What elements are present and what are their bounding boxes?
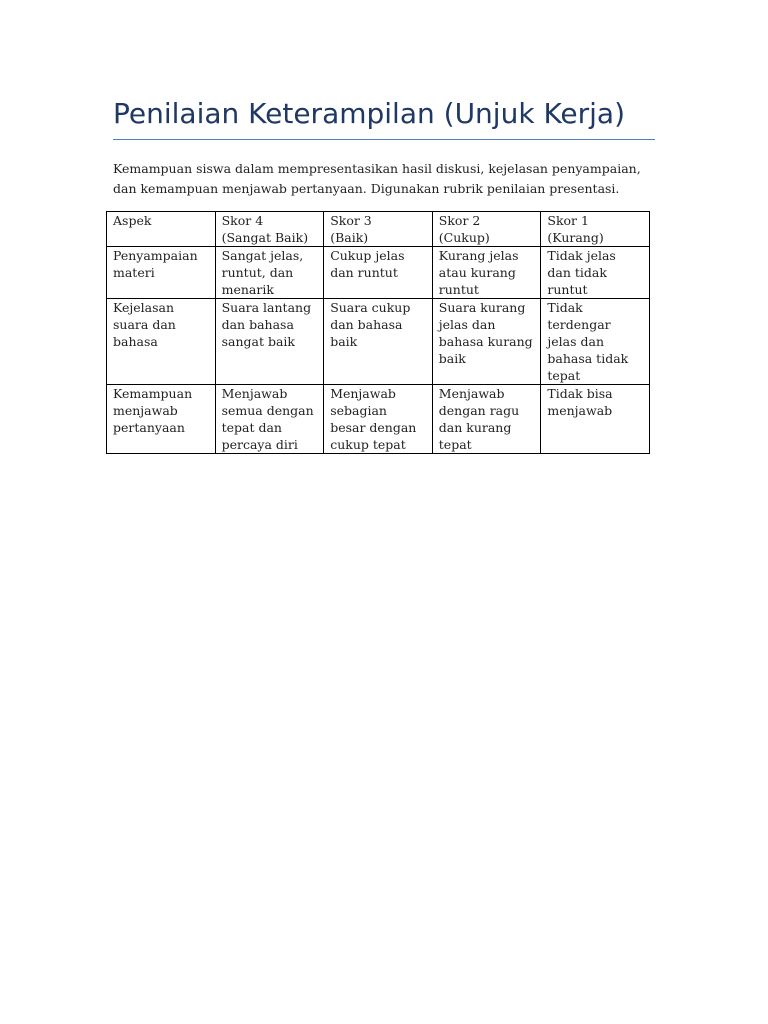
header-label: Skor 1 (547, 213, 589, 228)
header-skor-2 (432, 212, 541, 247)
title-underline (113, 139, 655, 140)
score-cell: Menjawab semua dengan tepat dan percaya diri (215, 385, 324, 454)
header-aspek (107, 212, 216, 247)
score-cell: Tidak terdengar jelas dan bahasa tidak tepat (541, 299, 650, 385)
aspect-cell: Penyampaian materi (107, 247, 216, 299)
header-sublabel: (Baik) (330, 230, 369, 245)
document-title: Penilaian Keterampilan (Unjuk Kerja) (113, 97, 626, 130)
header-sublabel: (Cukup) (438, 230, 490, 245)
table-row (107, 299, 650, 385)
table-row (107, 247, 650, 299)
score-cell: Menjawab dengan ragu dan kurang tepat (432, 385, 541, 454)
score-cell: Suara kurang jelas dan bahasa kurang baik (432, 299, 541, 385)
header-sublabel: (Kurang) (547, 230, 604, 245)
table-header-row (107, 212, 650, 247)
rubric-table (106, 211, 650, 454)
header-skor-1 (541, 212, 650, 247)
aspect-cell: Kejelasan suara dan bahasa (107, 299, 216, 385)
header-label: Skor 4 (221, 213, 264, 228)
intro-paragraph: Kemampuan siswa dalam mempresentasikan hasil diskusi, kejelasan penyampaian, dan kemampuan menjawab pertanyaan. Digunakan rubrik penilaian presentasi. (113, 161, 641, 196)
header-label: Skor 2 (438, 213, 481, 228)
score-cell: Cukup jelas dan runtut (324, 247, 433, 299)
table-row (107, 385, 650, 454)
score-cell: Kurang jelas atau kurang runtut (432, 247, 541, 299)
score-cell: Sangat jelas, runtut, dan menarik (215, 247, 324, 299)
header-skor-4 (215, 212, 324, 247)
header-label: Aspek (113, 213, 152, 228)
header-sublabel: (Sangat Baik) (221, 230, 309, 245)
score-cell: Suara lantang dan bahasa sangat baik (215, 299, 324, 385)
score-cell: Tidak jelas dan tidak runtut (541, 247, 650, 299)
score-cell: Menjawab sebagian besar dengan cukup tepat (324, 385, 433, 454)
aspect-cell: Kemampuan menjawab pertanyaan (107, 385, 216, 454)
header-skor-3 (324, 212, 433, 247)
score-cell: Tidak bisa menjawab (541, 385, 650, 454)
score-cell: Suara cukup dan bahasa baik (324, 299, 433, 385)
header-label: Skor 3 (330, 213, 372, 228)
